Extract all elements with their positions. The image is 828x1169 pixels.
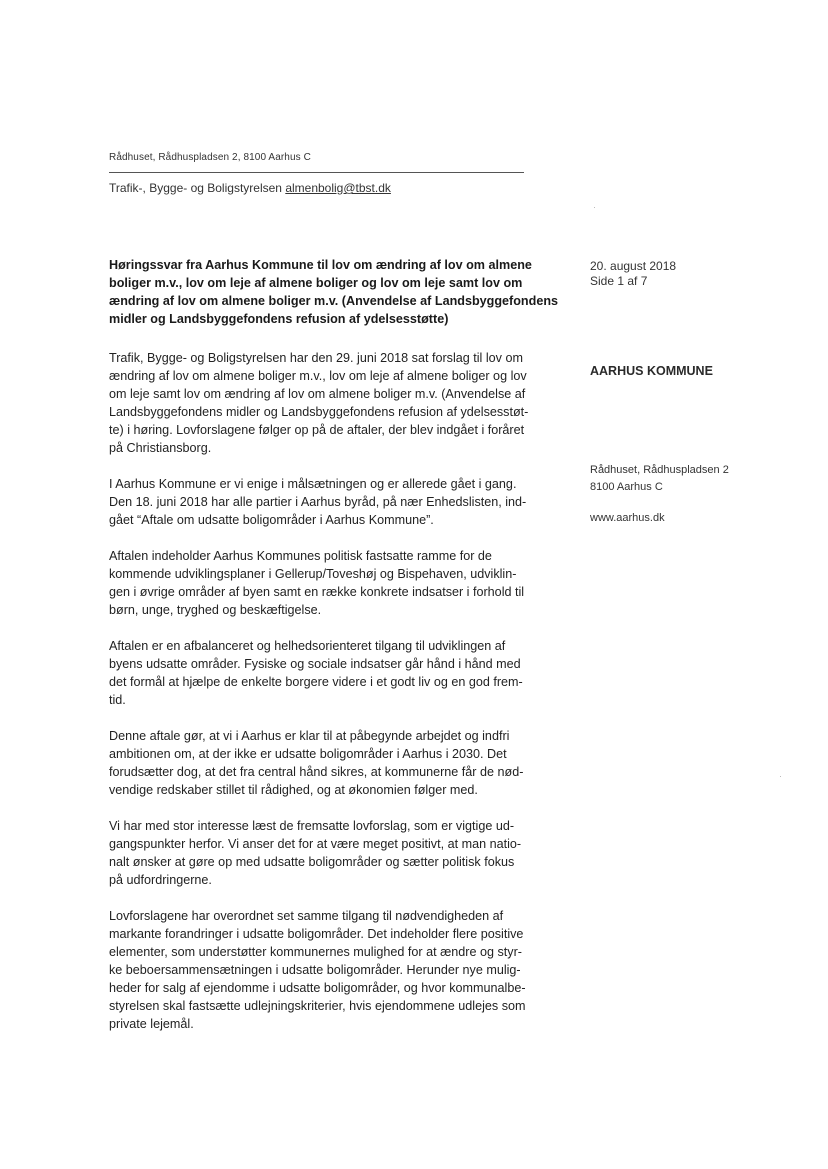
paragraph-line: nalt ønsker at gøre op med udsatte boligområder og sætter politisk fokus (109, 855, 515, 869)
letter-date: 20. august 2018 (590, 259, 677, 273)
document-title (109, 256, 559, 328)
title-line: Høringssvar fra Aarhus Kommune til lov om ændring af lov om almene (109, 258, 532, 272)
paragraph-line: Landsbyggefondens midler og Landsbyggefondens refusion af ydelsesstøt- (109, 405, 529, 419)
paragraph-line: styrelsen skal fastsætte udlejningskriterier, hvis ejendommene udlejes som (109, 999, 526, 1013)
organization-website[interactable]: www.aarhus.dk (590, 512, 665, 524)
paragraph-line: gangspunkter herfor. Vi anser det for at være meget positivt, at man natio- (109, 837, 522, 851)
paragraph-line: private lejemål. (109, 1017, 194, 1031)
body-paragraph (109, 475, 559, 529)
address-line-2: 8100 Aarhus C (590, 481, 663, 493)
page-indicator: Side 1 af 7 (590, 274, 648, 288)
paragraph-line: på udfordringerne. (109, 873, 212, 887)
paragraph-line: elementer, som understøtter kommunernes mulighed for at ændre og styr- (109, 945, 522, 959)
sender-address: Rådhuset, Rådhuspladsen 2, 8100 Aarhus C (109, 152, 311, 163)
paragraph-line: byens udsatte områder. Fysiske og sociale indsatser går hånd i hånd med (109, 657, 521, 671)
paragraph-line: ambitionen om, at der ikke er udsatte boligområder i Aarhus i 2030. Det (109, 747, 507, 761)
title-line: midler og Landsbyggefondens refusion af ydelsesstøtte) (109, 312, 449, 326)
organization-address (590, 462, 790, 496)
paragraph-line: Trafik, Bygge- og Boligstyrelsen har den 29. juni 2018 sat forslag til lov om (109, 351, 523, 365)
body-paragraph (109, 727, 559, 799)
body-paragraph (109, 907, 559, 1033)
paragraph-line: gen i øvrige områder af byen samt en række konkrete indsatser i forhold til (109, 585, 525, 599)
paragraph-line: te) i høring. Lovforslagene følger op på de aftaler, der blev indgået i foråret (109, 423, 525, 437)
paragraph-line: gået “Aftale om udsatte boligområder i Aarhus Kommune”. (109, 513, 434, 527)
paragraph-line: børn, unge, tryghed og beskæftigelse. (109, 603, 322, 617)
paragraph-line: I Aarhus Kommune er vi enige i målsætningen og er allerede gået i gang. (109, 477, 517, 491)
recipient-line (109, 181, 391, 195)
title-line: ændring af lov om almene boliger m.v. (Anvendelse af Landsbyggefondens (109, 294, 559, 308)
body-paragraph (109, 349, 559, 457)
paragraph-line: ændring af lov om almene boliger m.v., lov om leje af almene boliger og lov (109, 369, 527, 383)
paragraph-line: vendige redskaber stillet til rådighed, og at økonomien følger med. (109, 783, 478, 797)
recipient-name: Trafik-, Bygge- og Boligstyrelsen (109, 181, 282, 195)
letter-body (109, 256, 559, 1051)
side-date-block (590, 259, 790, 289)
scan-speck (780, 776, 781, 777)
body-paragraph (109, 817, 559, 889)
body-paragraph (109, 547, 559, 619)
title-line: boliger m.v., lov om leje af almene boliger og lov om leje samt lov om (109, 276, 523, 290)
paragraph-line: på Christiansborg. (109, 441, 212, 455)
organization-name: AARHUS KOMMUNE (590, 364, 713, 378)
paragraph-line: Aftalen indeholder Aarhus Kommunes politisk fastsatte ramme for de (109, 549, 492, 563)
paragraph-line: Aftalen er en afbalanceret og helhedsorienteret tilgang til udviklingen af (109, 639, 506, 653)
paragraph-line: tid. (109, 693, 126, 707)
paragraph-line: ke beboersammensætningen i udsatte boligområder. Herunder nye mulig- (109, 963, 521, 977)
paragraph-line: Vi har med stor interesse læst de fremsatte lovforslag, som er vigtige ud- (109, 819, 515, 833)
paragraph-line: heder for salg af ejendomme i udsatte boligområder, og hvor kommunalbe- (109, 981, 526, 995)
body-paragraph (109, 637, 559, 709)
paragraph-line: det formål at hjælpe de enkelte borgere videre i et godt liv og en god frem- (109, 675, 523, 689)
paragraph-line: om leje samt lov om ændring af lov om almene boliger m.v. (Anvendelse af (109, 387, 526, 401)
scan-speck (594, 207, 595, 208)
paragraph-line: forudsætter dog, at det fra central hånd sikres, at kommunerne får de nød- (109, 765, 524, 779)
address-line-1: Rådhuset, Rådhuspladsen 2 (590, 464, 729, 476)
paragraph-line: Den 18. juni 2018 har alle partier i Aarhus byråd, på nær Enhedslisten, ind- (109, 495, 527, 509)
paragraph-line: Denne aftale gør, at vi i Aarhus er klar til at påbegynde arbejdet og indfri (109, 729, 510, 743)
paragraph-line: kommende udviklingsplaner i Gellerup/Toveshøj og Bispehaven, udviklin- (109, 567, 517, 581)
paragraph-line: markante forandringer i udsatte boligområder. Det indeholder flere positive (109, 927, 524, 941)
header-rule (109, 172, 524, 173)
recipient-email-link[interactable]: almenbolig@tbst.dk (285, 181, 391, 195)
paragraph-line: Lovforslagene har overordnet set samme tilgang til nødvendigheden af (109, 909, 504, 923)
